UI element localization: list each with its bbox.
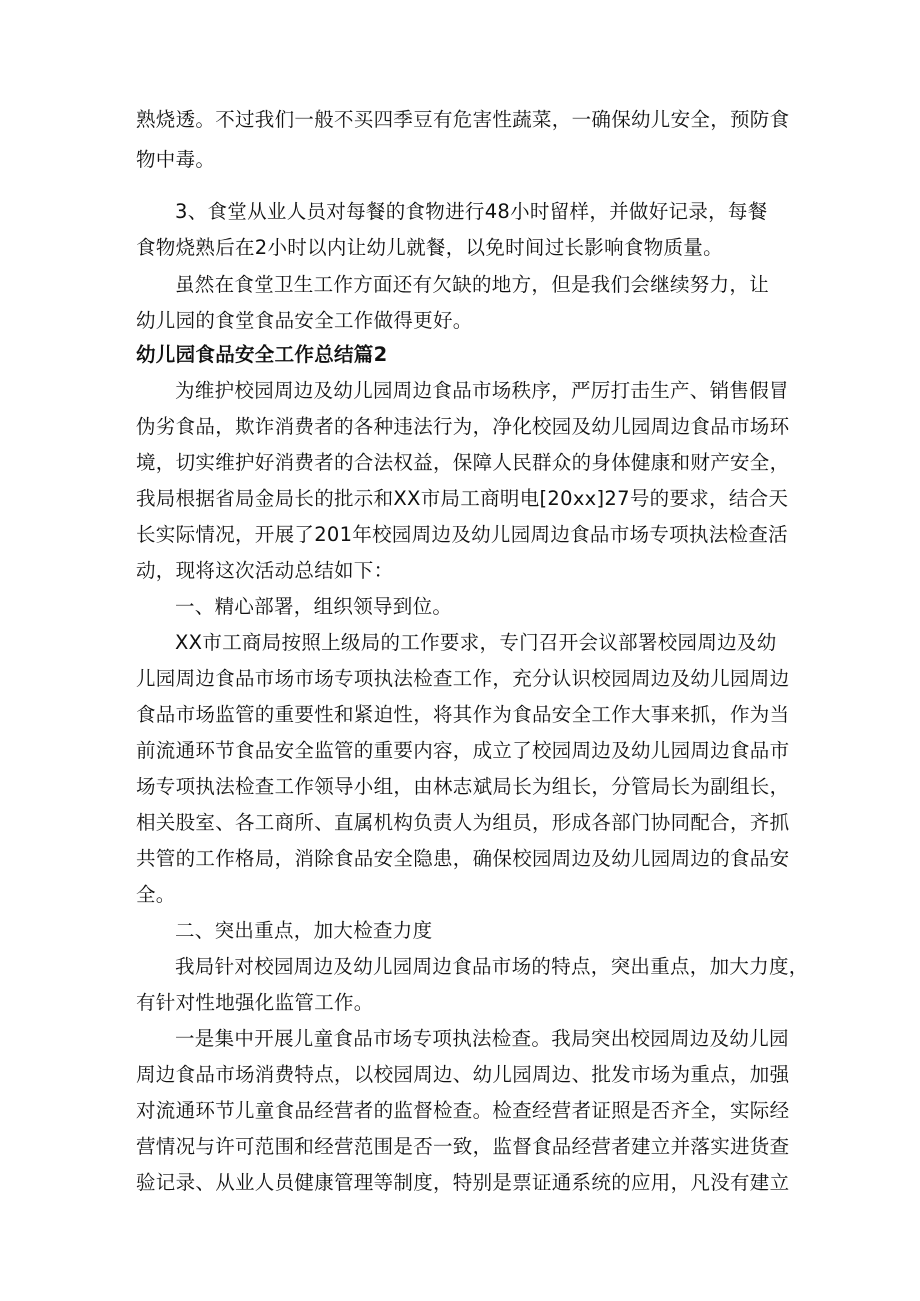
text-line: 一是集中开展儿童食品市场专项执法检查。我局突出校园周边及幼儿园 [175,1027,789,1050]
text-line: 营情况与许可范围和经营范围是否一致，监督食品经营者建立并落实进货查 [136,1135,790,1158]
text-line: 我局针对校园周边及幼儿园周边食品市场的特点，突出重点，加大力度， [175,955,809,978]
text-line: 境，切实维护好消费者的合法权益，保障人民群众的身体健康和财产安全， [136,451,790,474]
text-line: 有针对性地强化监管工作。 [136,991,374,1014]
text-line: 为维护校园周边及幼儿园周边食品市场秩序，严厉打击生产、销售假冒 [175,379,789,402]
text-line: 前流通环节食品安全监管的重要内容，成立了校园周边及幼儿园周边食品市 [136,739,790,762]
text-line: 幼儿园的食堂食品安全工作做得更好。 [136,309,473,332]
text-line: 长实际情况，开展了201年校园周边及幼儿园周边食品市场专项执法检查活 [136,523,788,546]
text-line: 相关股室、各工商所、直属机构负责人为组员，形成各部门协同配合，齐抓 [136,811,790,834]
text-line: 对流通环节儿童食品经营者的监督检查。检查经营者证照是否齐全，实际经 [136,1099,790,1122]
text-line: 虽然在食堂卫生工作方面还有欠缺的地方，但是我们会继续努力，让 [175,273,770,296]
text-line: 食物烧熟后在2小时以内让幼儿就餐，以免时间过长影响食物质量。 [136,236,723,259]
text-line: 熟烧透。不过我们一般不买四季豆有危害性蔬菜，一确保幼儿安全，预防食 [136,108,790,131]
subheading: 二、突出重点，加大检查力度 [175,919,433,942]
text-line: 动，现将这次活动总结如下： [136,559,394,582]
text-line: 3、食堂从业人员对每餐的食物进行48小时留样，并做好记录，每餐 [175,200,768,223]
text-line: 食品市场监管的重要性和紧迫性，将其作为食品安全工作大事来抓，作为当 [136,703,790,726]
text-line: 物中毒。 [136,148,216,171]
text-line: 共管的工作格局，消除食品安全隐患，确保校园周边及幼儿园周边的食品安 [136,847,790,870]
text-line: 场专项执法检查工作领导小组，由林志斌局长为组长，分管局长为副组长， [136,775,790,798]
text-line: 伪劣食品，欺诈消费者的各种违法行为，净化校园及幼儿园周边食品市场环 [136,415,790,438]
text-line: 全。 [136,883,176,906]
section-heading: 幼儿园食品安全工作总结篇2 [136,343,388,366]
text-line: 验记录、从业人员健康管理等制度，特别是票证通系统的应用，凡没有建立 [136,1171,790,1194]
text-line: 我局根据省局金局长的批示和XX市局工商明电[20xx]27号的要求，结合天 [136,487,789,510]
subheading: 一、精心部署，组织领导到位。 [175,595,453,618]
text-line: 儿园周边食品市场市场专项执法检查工作，充分认识校园周边及幼儿园周边 [136,667,790,690]
text-line: 周边食品市场消费特点，以校园周边、幼儿园周边、批发市场为重点，加强 [136,1063,790,1086]
text-line: XX市工商局按照上级局的工作要求，专门召开会议部署校园周边及幼 [175,631,777,654]
